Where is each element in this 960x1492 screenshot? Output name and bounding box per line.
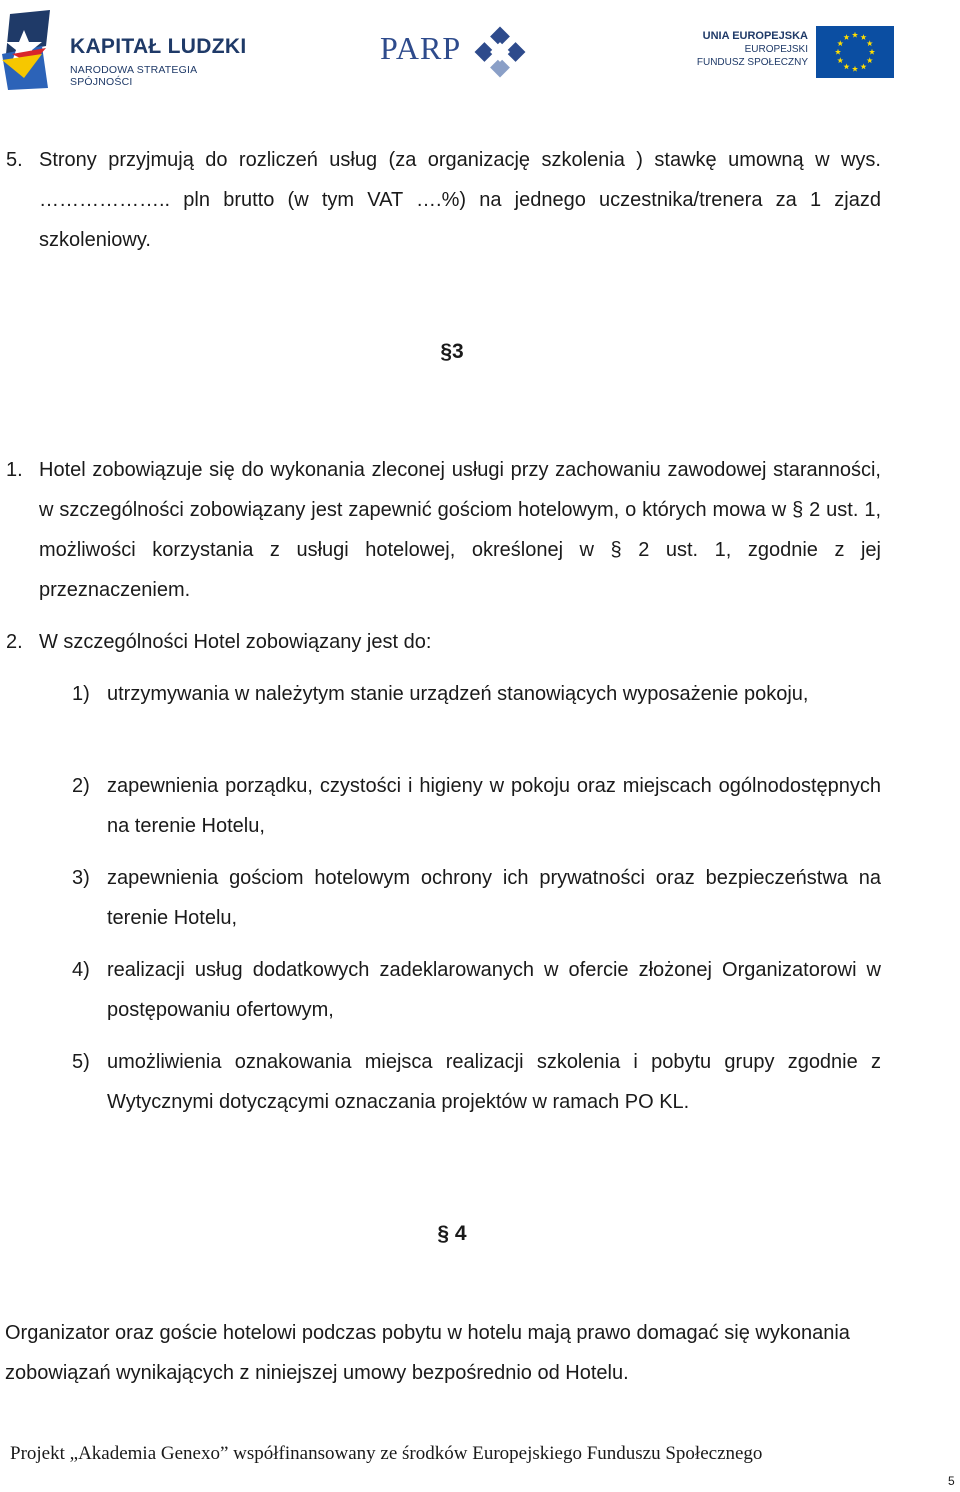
- list-item: utrzymywania w należytym stanie urządzeń stanowiących wyposażenie pokoju,: [107, 683, 809, 705]
- list-item: umożliwienia oznakowania miejsca realizacji szkolenia i pobytu grupy zgodnie z Wytycznymi dotyczącymi oznaczania projektów w ramach PO KL.: [107, 1051, 881, 1113]
- list-item: zapewnienia gościom hotelowym ochrony ich prywatności oraz bezpieczeństwa na terenie Hotelu,: [107, 867, 881, 929]
- kapital-ludzki-title: KAPITAŁ LUDZKI: [70, 35, 247, 58]
- paragraph-5: Strony przyjmują do rozliczeń usług (za organizację szkolenia ) stawkę umowną w wys. ……………….. pln brutto (w tym VAT ….%) na jednego uczestnika/trenera za 1 zjazd szkoleniowy.: [39, 149, 881, 251]
- list-item-number: 3): [72, 867, 90, 889]
- section-3-paragraph-2-number: 2.: [6, 631, 23, 653]
- page-number: 5: [948, 1474, 955, 1488]
- eu-logo-line3: FUNDUSZ SPOŁECZNY: [696, 57, 808, 68]
- parp-logo-text: PARP: [380, 30, 462, 66]
- kapital-ludzki-subtitle: NARODOWA STRATEGIA SPÓJNOŚCI: [70, 64, 197, 88]
- paragraph-5-number: 5.: [6, 149, 23, 171]
- parp-emblem-icon: [472, 24, 528, 80]
- list-item: realizacji usług dodatkowych zadeklarowanych w ofercie złożonej Organizatorowi w postępowaniu ofertowym,: [107, 959, 881, 1021]
- list-item-number: 5): [72, 1051, 90, 1073]
- section-4-paragraph: Organizator oraz goście hotelowi podczas pobytu w hotelu mają prawo domagać się wykonania zobowiązań wynikających z niniejszej umowy bezpośrednio od Hotelu.: [5, 1322, 850, 1384]
- footer-project-text: Projekt „Akademia Genexo” współfinansowany ze środków Europejskiego Funduszu Społecznego: [10, 1443, 763, 1464]
- list-item: zapewnienia porządku, czystości i higieny w pokoju oraz miejscach ogólnodostępnych na terenie Hotelu,: [107, 775, 881, 837]
- section-3-paragraph-1-number: 1.: [6, 459, 23, 481]
- eu-flag-icon: [816, 26, 894, 78]
- page-header: [0, 0, 960, 100]
- section-3-title: §3: [440, 340, 464, 363]
- list-item-number: 2): [72, 775, 90, 797]
- list-item-number: 4): [72, 959, 90, 981]
- eu-logo-line1: UNIA EUROPEJSKA: [702, 30, 808, 42]
- parp-logo: [380, 22, 530, 82]
- kapital-ludzki-emblem-icon: [2, 10, 64, 90]
- section-3-paragraph-2: W szczególności Hotel zobowiązany jest do:: [39, 631, 432, 653]
- eu-logo: [696, 22, 900, 82]
- eu-logo-line2: EUROPEJSKI: [744, 44, 808, 55]
- section-4-title: § 4: [437, 1222, 467, 1245]
- list-item-number: 1): [72, 683, 90, 705]
- kapital-ludzki-logo: [2, 10, 252, 90]
- section-3-paragraph-1: Hotel zobowiązuje się do wykonania zleconej usługi przy zachowaniu zawodowej staranności, w szczególności zobowiązany jest zapewnić gościom hotelowym, o których mowa w § 2 ust. 1, możliwości korzystania z usługi hotelowej, określonej w § 2 ust. 1, zgodnie z jej przeznaczeniem.: [39, 459, 881, 601]
